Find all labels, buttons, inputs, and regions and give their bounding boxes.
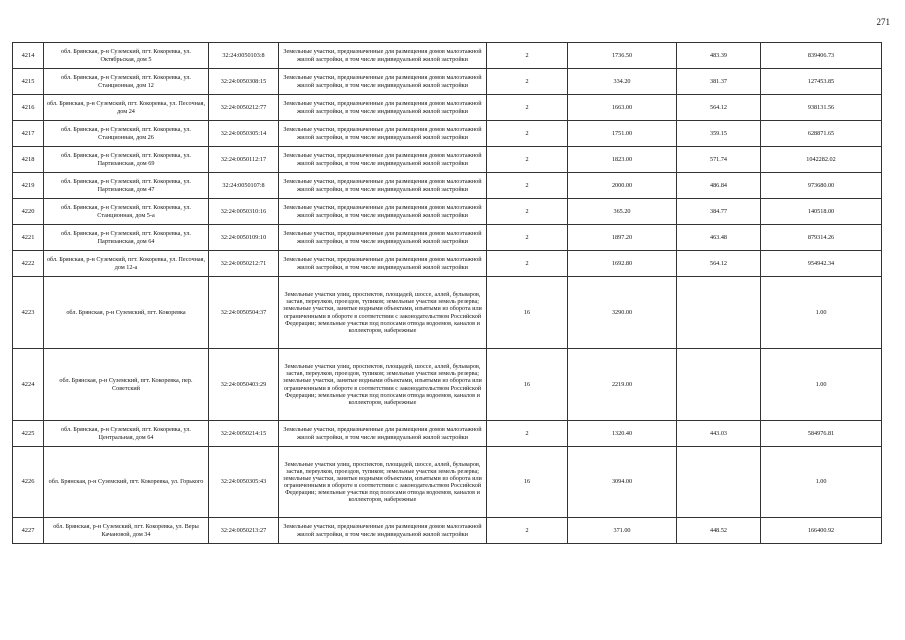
cadastral-value-cell: 973680.00	[761, 173, 882, 199]
table-row	[13, 43, 882, 69]
address-cell: обл. Брянская, р-н Суземский, пгт. Кокоревка, ул. Октябрьская, дом 5	[44, 43, 209, 69]
table-row	[13, 147, 882, 173]
row-number-cell: 4214	[13, 43, 44, 69]
rate-cell	[677, 349, 761, 421]
table-row	[13, 349, 882, 421]
cadastral-number-cell: 32:24:0050107:8	[209, 173, 279, 199]
cadastral-number-cell: 32:24:0050109:10	[209, 225, 279, 251]
row-number-cell: 4223	[13, 277, 44, 349]
area-cell: 1663.00	[568, 95, 677, 121]
address-cell: обл. Брянская, р-н Суземский, пгт. Кокоревка, ул. Партизанская, дом 69	[44, 147, 209, 173]
address-cell: обл. Брянская, р-н Суземский, пгт. Кокоревка, ул. Горького	[44, 447, 209, 518]
land-use-cell: Земельные участки, предназначенные для размещения домов малоэтажной жилой застройки, в том числе индивидуальной жилой застройки	[279, 199, 487, 225]
cadastral-value-cell: 839406.73	[761, 43, 882, 69]
cadastral-value-cell: 628871.65	[761, 121, 882, 147]
rate-cell: 564.12	[677, 251, 761, 277]
row-number-cell: 4219	[13, 173, 44, 199]
area-cell: 1736.50	[568, 43, 677, 69]
row-number-cell: 4221	[13, 225, 44, 251]
area-cell: 365.20	[568, 199, 677, 225]
land-use-cell: Земельные участки, предназначенные для размещения домов малоэтажной жилой застройки, в том числе индивидуальной жилой застройки	[279, 95, 487, 121]
cadastral-number-cell: 32:24:0050112:17	[209, 147, 279, 173]
table-row	[13, 199, 882, 225]
row-number-cell: 4218	[13, 147, 44, 173]
land-use-cell: Земельные участки, предназначенные для размещения домов малоэтажной жилой застройки, в том числе индивидуальной жилой застройки	[279, 147, 487, 173]
area-cell: 334.20	[568, 69, 677, 95]
cadastral-value-cell: 954942.34	[761, 251, 882, 277]
row-number-cell: 4225	[13, 421, 44, 447]
cadastral-value-cell: 1.00	[761, 447, 882, 518]
table-row	[13, 225, 882, 251]
area-cell: 1823.00	[568, 147, 677, 173]
cadastral-value-cell: 166400.92	[761, 518, 882, 544]
group-cell: 16	[487, 277, 568, 349]
table-row	[13, 277, 882, 349]
rate-cell: 571.74	[677, 147, 761, 173]
group-cell: 2	[487, 225, 568, 251]
group-cell: 2	[487, 121, 568, 147]
land-use-cell: Земельные участки улиц, проспектов, площадей, шоссе, аллей, бульваров, застав, переулков, проездов, тупиков; земельные участки земель резерва; земельные участки, занятые водными объектами, изъятыми из оборота или ограниченными в обороте в соответствии с законодательством Российской Федерации; земельные участки под полосами отвода водоемов, каналов и коллекторов, набережные	[279, 349, 487, 421]
rate-cell: 564.12	[677, 95, 761, 121]
rate-cell: 486.84	[677, 173, 761, 199]
cadastral-number-cell: 32:24:0050214:15	[209, 421, 279, 447]
table-row	[13, 421, 882, 447]
rate-cell	[677, 447, 761, 518]
cadastral-value-cell: 1.00	[761, 349, 882, 421]
area-cell: 1751.00	[568, 121, 677, 147]
area-cell: 1897.20	[568, 225, 677, 251]
rate-cell: 384.77	[677, 199, 761, 225]
area-cell: 1320.40	[568, 421, 677, 447]
page-number: 271	[876, 17, 890, 27]
group-cell: 16	[487, 349, 568, 421]
land-use-cell: Земельные участки, предназначенные для размещения домов малоэтажной жилой застройки, в том числе индивидуальной жилой застройки	[279, 251, 487, 277]
address-cell: обл. Брянская, р-н Суземский, пгт. Кокоревка, ул. Партизанская, дом 64	[44, 225, 209, 251]
group-cell: 2	[487, 251, 568, 277]
land-use-cell: Земельные участки, предназначенные для размещения домов малоэтажной жилой застройки, в том числе индивидуальной жилой застройки	[279, 421, 487, 447]
land-registry-table	[12, 42, 882, 544]
cadastral-value-cell: 938131.56	[761, 95, 882, 121]
rate-cell: 448.52	[677, 518, 761, 544]
land-use-cell: Земельные участки улиц, проспектов, площадей, шоссе, аллей, бульваров, застав, переулков, проездов, тупиков; земельные участки земель резерва; земельные участки, занятые водными объектами, изъятыми из оборота или ограниченными в обороте в соответствии с законодательством Российской Федерации; земельные участки под полосами отвода водоемов, каналов и коллекторов, набережные	[279, 447, 487, 518]
area-cell: 1692.80	[568, 251, 677, 277]
cadastral-number-cell: 32:24:0050403:29	[209, 349, 279, 421]
table-row	[13, 95, 882, 121]
table-row	[13, 251, 882, 277]
cadastral-number-cell: 32:24:0050213:27	[209, 518, 279, 544]
table-row	[13, 173, 882, 199]
table-row	[13, 447, 882, 518]
land-use-cell: Земельные участки, предназначенные для размещения домов малоэтажной жилой застройки, в том числе индивидуальной жилой застройки	[279, 225, 487, 251]
group-cell: 2	[487, 43, 568, 69]
row-number-cell: 4227	[13, 518, 44, 544]
cadastral-value-cell: 127453.85	[761, 69, 882, 95]
address-cell: обл. Брянская, р-н Суземский, пгт. Кокоревка	[44, 277, 209, 349]
cadastral-value-cell: 584976.81	[761, 421, 882, 447]
group-cell: 2	[487, 95, 568, 121]
address-cell: обл. Брянская, р-н Суземский, пгт. Кокоревка, ул. Партизанская, дом 47	[44, 173, 209, 199]
area-cell: 3094.00	[568, 447, 677, 518]
address-cell: обл. Брянская, р-н Суземский, пгт. Кокоревка, ул. Станционная, дом 26	[44, 121, 209, 147]
rate-cell: 381.37	[677, 69, 761, 95]
address-cell: обл. Брянская, р-н Суземский, пгт. Кокоревка, ул. Станционная, дом 12	[44, 69, 209, 95]
cadastral-number-cell: 32:24:0050212:71	[209, 251, 279, 277]
cadastral-value-cell: 879314.26	[761, 225, 882, 251]
land-use-cell: Земельные участки, предназначенные для размещения домов малоэтажной жилой застройки, в том числе индивидуальной жилой застройки	[279, 518, 487, 544]
row-number-cell: 4222	[13, 251, 44, 277]
table-row	[13, 121, 882, 147]
group-cell: 2	[487, 199, 568, 225]
land-use-cell: Земельные участки, предназначенные для размещения домов малоэтажной жилой застройки, в том числе индивидуальной жилой застройки	[279, 173, 487, 199]
area-cell: 3290.00	[568, 277, 677, 349]
cadastral-number-cell: 32:24:0050305:14	[209, 121, 279, 147]
rate-cell: 443.03	[677, 421, 761, 447]
rate-cell	[677, 277, 761, 349]
cadastral-number-cell: 32:24:0050308:15	[209, 69, 279, 95]
cadastral-value-cell: 1042282.02	[761, 147, 882, 173]
land-use-cell: Земельные участки, предназначенные для размещения домов малоэтажной жилой застройки, в том числе индивидуальной жилой застройки	[279, 43, 487, 69]
address-cell: обл. Брянская, р-н Суземский, пгт. Кокоревка, ул. Центральная, дом 64	[44, 421, 209, 447]
area-cell: 371.00	[568, 518, 677, 544]
cadastral-value-cell: 1.00	[761, 277, 882, 349]
address-cell: обл. Брянская, р-н Суземский, пгт. Кокоревка, ул. Веры Качановой, дом 34	[44, 518, 209, 544]
group-cell: 2	[487, 69, 568, 95]
rate-cell: 463.48	[677, 225, 761, 251]
group-cell: 2	[487, 421, 568, 447]
land-use-cell: Земельные участки, предназначенные для размещения домов малоэтажной жилой застройки, в том числе индивидуальной жилой застройки	[279, 69, 487, 95]
rate-cell: 359.15	[677, 121, 761, 147]
rate-cell: 483.39	[677, 43, 761, 69]
address-cell: обл. Брянская, р-н Суземский, пгт. Кокоревка, ул. Песочная, дом 12-а	[44, 251, 209, 277]
cadastral-number-cell: 32:24:0050103:8	[209, 43, 279, 69]
row-number-cell: 4217	[13, 121, 44, 147]
address-cell: обл. Брянская, р-н Суземский, пгт. Кокоревка, пер. Советский	[44, 349, 209, 421]
land-use-cell: Земельные участки, предназначенные для размещения домов малоэтажной жилой застройки, в том числе индивидуальной жилой застройки	[279, 121, 487, 147]
cadastral-number-cell: 32:24:0050212:77	[209, 95, 279, 121]
row-number-cell: 4226	[13, 447, 44, 518]
cadastral-number-cell: 32:24:0050504:37	[209, 277, 279, 349]
group-cell: 2	[487, 147, 568, 173]
row-number-cell: 4224	[13, 349, 44, 421]
group-cell: 16	[487, 447, 568, 518]
table-row	[13, 518, 882, 544]
area-cell: 2000.00	[568, 173, 677, 199]
address-cell: обл. Брянская, р-н Суземский, пгт. Кокоревка, ул. Станционная, дом 5-а	[44, 199, 209, 225]
group-cell: 2	[487, 173, 568, 199]
cadastral-number-cell: 32:24:0050310:16	[209, 199, 279, 225]
table-row	[13, 69, 882, 95]
cadastral-value-cell: 140518.00	[761, 199, 882, 225]
cadastral-number-cell: 32:24:0050305:43	[209, 447, 279, 518]
area-cell: 2219.00	[568, 349, 677, 421]
row-number-cell: 4215	[13, 69, 44, 95]
land-use-cell: Земельные участки улиц, проспектов, площадей, шоссе, аллей, бульваров, застав, переулков, проездов, тупиков; земельные участки земель резерва; земельные участки, занятые водными объектами, изъятыми из оборота или ограниченными в обороте в соответствии с законодательством Российской Федерации; земельные участки под полосами отвода водоемов, каналов и коллекторов, набережные	[279, 277, 487, 349]
group-cell: 2	[487, 518, 568, 544]
row-number-cell: 4216	[13, 95, 44, 121]
address-cell: обл. Брянская, р-н Суземский, пгт. Кокоревка, ул. Песочная, дом 24	[44, 95, 209, 121]
row-number-cell: 4220	[13, 199, 44, 225]
